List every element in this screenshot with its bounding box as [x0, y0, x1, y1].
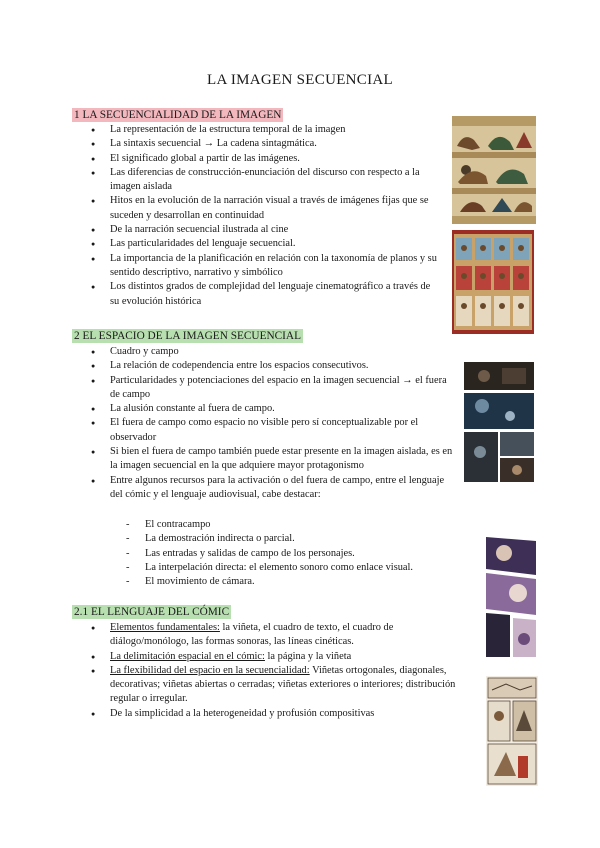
list-item: [110, 664, 458, 707]
section-heading-1: 1 LA SECUENCIALIDAD DE LA IMAGEN: [74, 109, 282, 121]
list-item: ● La alusión constante al fuera de campo.: [110, 402, 455, 416]
list-item: ● Particularidades y potenciaciones del espacio en la imagen secuencial → el fuera de campo: [110, 374, 455, 403]
section-2-sublist: [145, 518, 475, 589]
list-item: ● Los distintos grados de complejidad del lenguaje cinematográfico a través de su evolución histórica: [110, 280, 440, 309]
tapestry-image: [452, 116, 536, 224]
list-item: ● Entre algunos recursos para la activación o del fuera de campo, entre el lenguaje del cómic y el lenguaje audiovisual, cabe destacar:: [110, 474, 455, 503]
comic-page-image: [484, 535, 538, 660]
film-stills-image: [462, 360, 536, 484]
section-heading-3: 2.1 EL LENGUAJE DEL CÓMIC: [74, 606, 230, 618]
list-item: ● Si bien el fuera de campo también puede estar presente en la imagen aislada, es en la imagen secuencial en la que adquiere mayor protagonismo: [110, 445, 455, 474]
list-item: [110, 621, 458, 650]
section-1-list: [110, 123, 440, 309]
list-item: ● El significado global a partir de las imágenes.: [110, 152, 440, 166]
list-item: ● La relación de codependencia entre los espacios consecutivos.: [110, 359, 455, 373]
list-item: ● La importancia de la planificación en relación con la taxonomía de planos y su sentido descriptivo, narrativo y simbólico: [110, 252, 440, 281]
list-item: ● De la narración secuencial ilustrada al cine: [110, 223, 440, 237]
list-item: [110, 650, 458, 664]
list-item: ● La sintaxis secuencial → La cadena sintagmática.: [110, 137, 440, 151]
sub-list-item: - Las entradas y salidas de campo de los personajes.: [145, 547, 475, 561]
item-text: la viñeta, el cuadro de texto, el cuadro de diálogo/monólogo, las formas sonoras, las líneas cinéticas.: [110, 622, 394, 648]
section-heading-2: 2 EL ESPACIO DE LA IMAGEN SECUENCIAL: [74, 330, 301, 342]
item-text: Viñetas ortogonales, diagonales, decorativas; viñetas abiertas o cerradas; viñetas exteriores o interiores; distribución regular o irregular.: [110, 664, 456, 705]
section-3-list: [110, 621, 458, 721]
list-item: [110, 707, 458, 721]
sub-list-item: - El contracampo: [145, 518, 475, 532]
page-title: LA IMAGEN SECUENCIAL: [207, 72, 393, 88]
list-item: ● El fuera de campo como espacio no visible pero sí conceptualizable por el observador: [110, 416, 455, 445]
sub-list-item: - El movimiento de cámara.: [145, 575, 475, 589]
list-item: ● Hitos en la evolución de la narración visual a través de imágenes fijas que se suceden y desarrollan en continuidad: [110, 194, 440, 223]
sub-list-item: - La demostración indirecta o parcial.: [145, 532, 475, 546]
altarpiece-image: [452, 230, 534, 334]
item-lead: Elementos fundamentales:: [110, 622, 220, 633]
item-lead: La delimitación espacial en el cómic:: [110, 650, 265, 662]
list-item: ● La representación de la estructura temporal de la imagen: [110, 123, 440, 137]
item-lead: La flexibilidad del espacio en la secuencialidad:: [110, 664, 310, 676]
sub-list-item: - La interpelación directa: el elemento sonoro como enlace visual.: [145, 561, 475, 575]
list-item: ● Cuadro y campo: [110, 345, 455, 359]
list-item: ● Las diferencias de construcción-enunciación del discurso con respecto a la imagen aislada: [110, 166, 440, 195]
storyboard-sketch-image: [486, 676, 538, 786]
section-2-list: [110, 345, 455, 502]
item-text: la página y la viñeta: [264, 650, 352, 662]
item-text: De la simplicidad a la heterogeneidad y profusión compositivas: [110, 707, 375, 719]
list-item: ● Las particularidades del lenguaje secuencial.: [110, 237, 440, 251]
